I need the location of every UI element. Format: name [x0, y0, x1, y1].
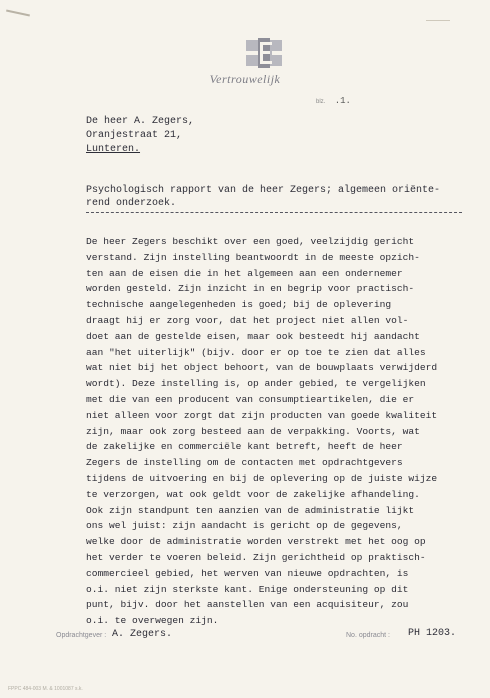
client-value: A. Zegers. [112, 629, 173, 640]
report-subject [86, 184, 440, 210]
body-line: met die van een producent van consumptieartikelen, die er [86, 393, 415, 405]
corner-pen-mark [6, 10, 30, 17]
body-line: o.i. te overwegen zijn. [86, 615, 219, 627]
body-line: technische aangelegenheden is goed; bij de oplevering [86, 299, 392, 311]
client-label: Opdrachtgever : [56, 632, 107, 639]
page-number-prefix: blz. [316, 99, 326, 105]
body-line: De heer Zegers beschikt over een goed, veelzijdig gericht [86, 236, 415, 247]
body-line: worden gesteld. Zijn inzicht in en begrip voor practisch- [86, 283, 415, 295]
body-line: doet aan de gestelde eisen, maar ook besteedt hij aandacht [86, 330, 420, 342]
body-line: commercieel gebied, het werven van nieuwe opdrachten, is [86, 567, 409, 579]
body-line: verstand. Zijn instelling beantwoordt in de meeste opzich- [86, 251, 420, 263]
body-line: de zakelijke en commerciële kant betreft, heeft de heer [86, 441, 403, 453]
body-line: ten aan de eisen die in het algemeen aan een ondernemer [86, 267, 403, 279]
body-line: zijn, maar ook zorg besteed aan de verpakking. Voorts, wat [86, 425, 420, 437]
page-number [316, 96, 351, 106]
order-number-value: PH 1203. [408, 628, 457, 639]
body-line: Zegers de instelling om de contacten met opdrachtgevers [86, 457, 403, 469]
page-number-value: .1. [334, 96, 351, 106]
confidential-label: Vertrouwelijk [209, 72, 281, 86]
subject-line: rend onderzoek. [86, 198, 177, 209]
body-line: wat niet bij het object behoort, van de bouwplaats verwijderd [86, 362, 438, 374]
recipient-address [86, 115, 194, 157]
body-line: aan "het uiterlijk" (bijv. door er op toe te zien dat alles [86, 346, 426, 358]
address-line: Lunteren. [86, 144, 141, 155]
body-line: niet alleen voor zorgt dat zijn producten van goede kwaliteit [86, 409, 438, 421]
body-line: te verzorgen, wat ook geldt voor de zakelijke afhandeling. [86, 488, 420, 500]
body-line: wordt). Deze instelling is, op ander gebied, te vergelijken [86, 378, 426, 390]
body-line: draagt hij er zorg voor, dat het project niet allen vol- [86, 314, 409, 326]
body-line: o.i. niet zijn sterkste kant. Enige ondersteuning op dit [86, 583, 409, 595]
printer-code: FPPC 484-003 M. & 1001087 s.k. [8, 686, 83, 692]
body-line: tijdens de uitvoering en bij de oplevering op de juiste wijze [86, 472, 438, 484]
order-number-label: No. opdracht : [346, 632, 390, 639]
letterhead-logo-icon [246, 38, 282, 68]
address-line: De heer A. Zegers, [86, 116, 195, 127]
address-line: Oranjestraat 21, [86, 130, 183, 141]
body-line: Ook zijn standpunt ten aanzien van de administratie lijkt [86, 504, 415, 516]
report-body [86, 234, 437, 629]
body-line: punt, bijv. door het aanstellen van een acquisiteur, zou [86, 599, 409, 611]
subject-line: Psychologisch rapport van de heer Zegers; algemeen oriënte- [86, 185, 441, 196]
body-line: het verder te voeren beleid. Zijn gerichtheid op praktisch- [86, 551, 426, 563]
corner-faint-mark [426, 20, 450, 21]
body-line: welke door de administratie worden verstrekt met het oog op [86, 536, 426, 548]
dashed-divider [86, 212, 462, 213]
body-line: ons wel juist: zijn aandacht is gericht op de gegevens, [86, 520, 403, 532]
